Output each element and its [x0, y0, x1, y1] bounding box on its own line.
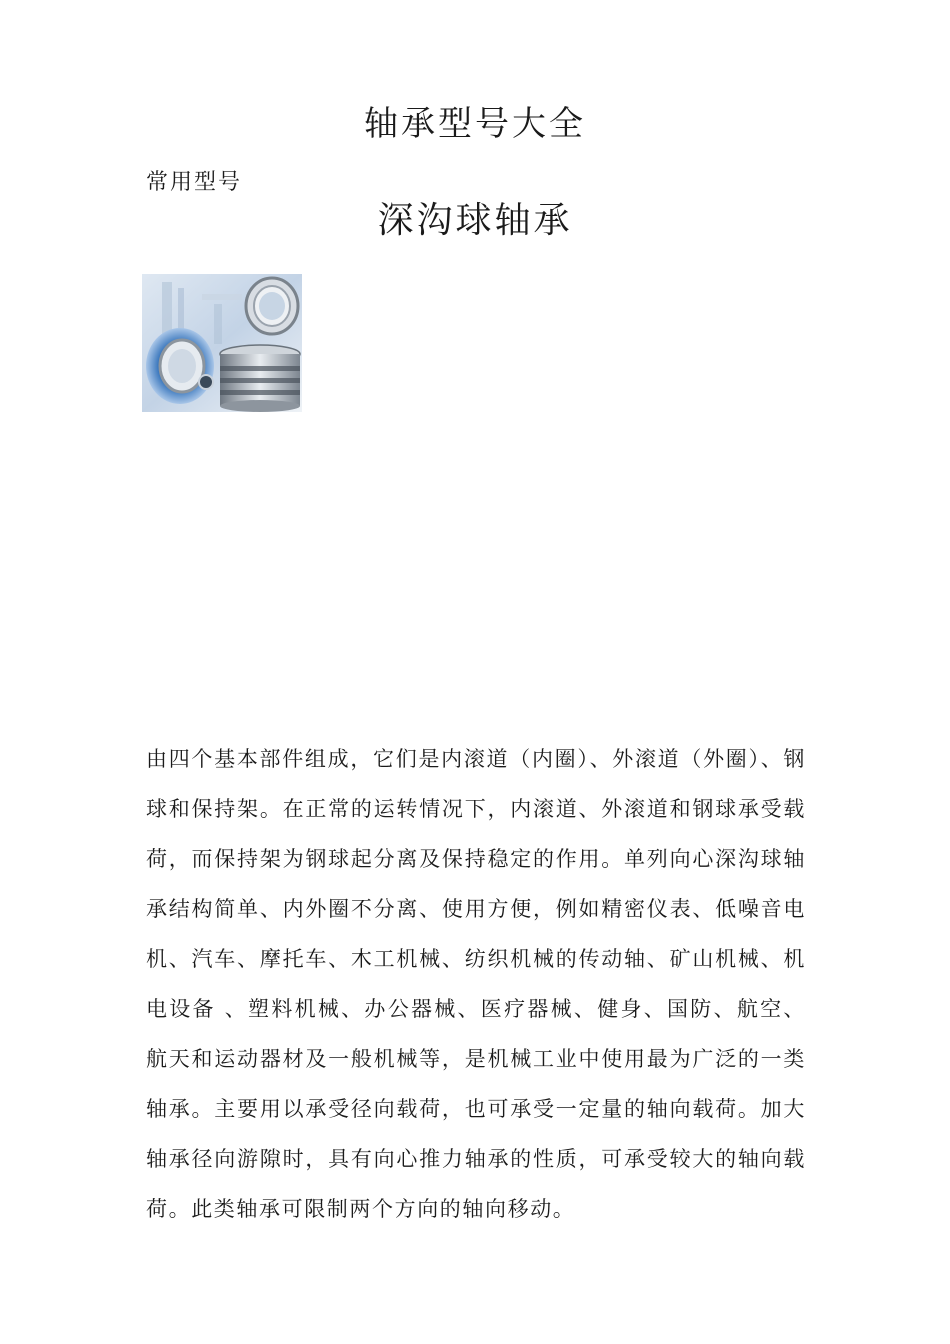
section-title: 深沟球轴承 — [377, 200, 573, 241]
document-title: 轴承型号大全 — [364, 104, 586, 144]
body-paragraph: 由四个基本部件组成，它们是内滚道（内圈）、外滚道（外圈）、钢球和保持架。在正常的运转情况下，内滚道、外滚道和钢球承受载荷，而保持架为钢球起分离及保持稳定的作用。单列向心深沟球轴承结构简单、内外圈不分离、使用方便，例如精密仪表、低噪音电机、汽车、摩托车、木工机械、纺织机械的传动轴、矿山机械、机电设备 、塑料机械、办公器械、医疗器械、健身、国防、航空、航天和运动器材及一般机械等，是机械工业中使用最为广泛的一类轴承。主要用以承受径向载荷，也可承受一定量的轴向载荷。加大轴承径向游隙时，具有向心推力轴承的性质，可承受较大的轴向载荷。此类轴承可限制两个方向的轴向移动。 — [146, 747, 806, 1221]
bearing-photo — [142, 274, 302, 412]
bearing-photo-icon — [142, 274, 302, 412]
section-label: 常用型号 — [146, 170, 243, 195]
